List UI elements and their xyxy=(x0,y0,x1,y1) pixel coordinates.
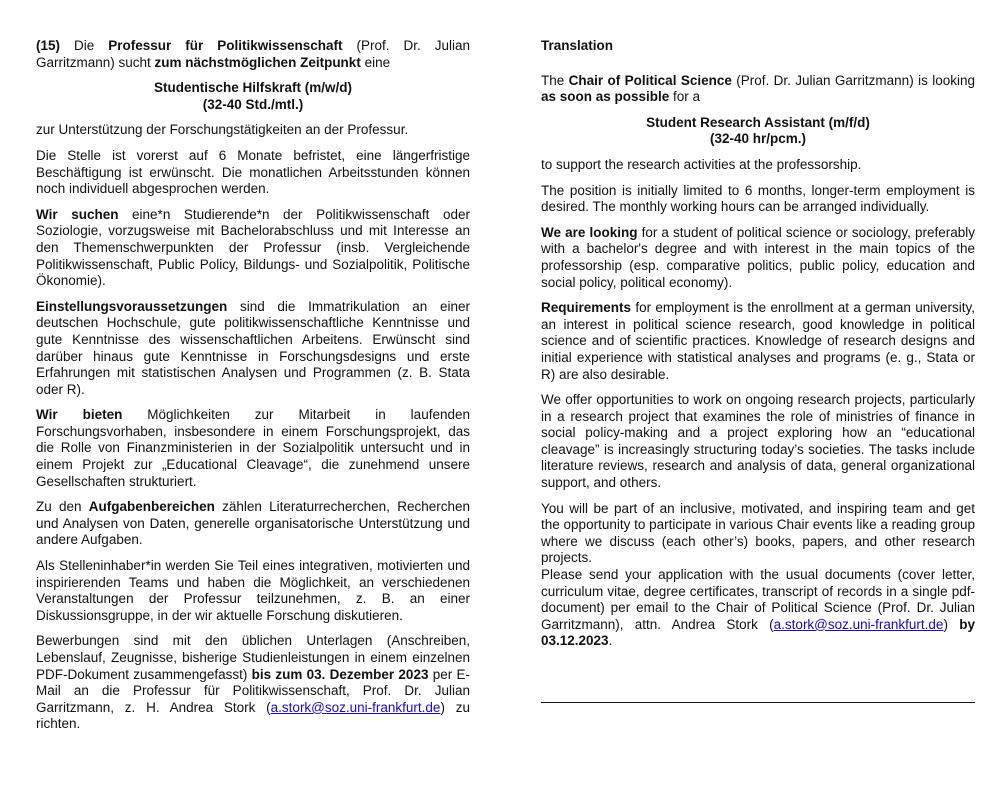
en-looking-text: for a student of political science or sociology, preferably with a bachelor's degree and with interest in the main topics of the professorship (esp. comparative politics, public policy, education and social policy, political economy). xyxy=(541,224,975,290)
en-requirements-text: for employment is the enrollment at a german university, an interest in political science research, good knowledge in political science and of scientific practices. Knowledge of research designs and initial experience with statistical analyses and programs (e. g., Stata or R) are also desirable. xyxy=(541,300,975,382)
en-team-paragraph: You will be part of an inclusive, motivated, and inspiring team and get the opportunity to participate in various Chair events like a reading group where we discuss (each other’s) books, papers, and other research projects. xyxy=(541,500,975,566)
de-looking-text: eine*n Studierende*n der Politikwissenschaft oder Soziologie, vorzugsweise mit Bachelorabschluss und mit Interesse an den Themenschwerpunkten der Professur (insb. Vergleichende Politikwissenschaft, Public Policy, Bildungs- und Sozialpolitik, Politische Ökonomie). xyxy=(36,206,470,289)
en-intro-chair: Chair of Political Science xyxy=(568,72,732,88)
de-requirements-label: Einstellungsvoraussetzungen xyxy=(36,298,228,314)
de-intro-asap: zum nächstmöglichen Zeitpunkt xyxy=(154,54,361,70)
german-column xyxy=(36,38,470,742)
de-job-heading xyxy=(36,80,470,113)
en-looking-paragraph xyxy=(541,225,975,291)
en-requirements-paragraph xyxy=(541,300,975,383)
de-application-text-3: ) zu richten. xyxy=(36,699,470,732)
en-application-deadline: by 03.12.2023 xyxy=(541,616,975,649)
de-requirements-text: sind die Immatrikulation an einer deutschen Hochschule, gute politikwissenschaftliche Kenntnisse und gute Kenntnisse des wissenschaftlichen Arbeitens. Erwünscht sind darüber hinaus gute Kenntnisse in Forschungsdesigns und erste Erfahrungen mit statistischen Analysen und Programmen (z. B. Stata oder R). xyxy=(36,298,470,397)
en-duration-paragraph: The position is initially limited to 6 months, longer-term employment is desired. The monthly working hours can be arranged individually. xyxy=(541,182,975,215)
de-intro-text-1: Die xyxy=(60,38,109,53)
de-purpose-paragraph: zur Unterstützung der Forschungstätigkeiten an der Professur. xyxy=(36,122,409,138)
en-intro-asap: as soon as possible xyxy=(541,89,670,105)
de-tasks-text-1: Zu den xyxy=(36,499,89,515)
de-intro-paragraph xyxy=(36,38,470,71)
en-job-hours: (32-40 hr/pcm.) xyxy=(709,131,807,147)
de-requirements-paragraph xyxy=(36,299,470,399)
de-tasks-label: Aufgabenbereichen xyxy=(88,499,215,515)
de-job-title: Studentische Hilfskraft (m/w/d) xyxy=(153,80,353,96)
en-application-text-3: . xyxy=(608,633,613,649)
de-team-paragraph: Als Stelleninhaber*in werden Sie Teil eines integrativen, motivierten und inspirierenden Teams und haben die Möglichkeit, an verschiedenen Veranstaltungen der Professur teilzunehmen, z. B. an einer Diskussionsgruppe, in der wir aktuelle Forschung diskutieren. xyxy=(36,558,470,623)
de-looking-paragraph xyxy=(36,207,470,290)
de-tasks-text-2: zählen Literaturrecherchen, Recherchen und Analysen von Daten, generelle organisatorische Unterstützung und andere Aufgaben. xyxy=(36,499,470,548)
english-column xyxy=(541,38,975,659)
de-intro-text-3: eine xyxy=(360,54,391,70)
en-looking-label: We are looking xyxy=(541,224,638,240)
en-offer-paragraph: We offer opportunities to work on ongoing research projects, particularly in a research project that examines the role of ministries of finance in social policy-making and a project exploring how an “educational cleavage” is increasingly structuring today’s societies. The tasks include literature reviews, research and analysis of data, general organizational support, and others. xyxy=(541,392,975,491)
de-intro-text-2: (Prof. Dr. Julian Garritzmann) sucht xyxy=(36,38,471,70)
de-application-text-2: per E-Mail an die Professur für Politikwissenschaft, Prof. Dr. Julian Garritzmann, z. H. Andrea Stork ( xyxy=(36,666,470,715)
de-offer-text: Möglichkeiten zur Mitarbeit in laufenden Forschungsvorhaben, insbesondere in einem Forschungsprojekt, das die Rolle von Finanzministerien in der Sozialpolitik untersucht und in einem Projekt zur „Educational Cleavage“, die zunehmend unsere Gesellschaften strukturiert. xyxy=(36,407,470,489)
de-posting-number: (15) xyxy=(36,38,61,53)
en-application-paragraph xyxy=(541,567,975,650)
de-email-link[interactable]: a.stork@soz.uni-frankfurt.de xyxy=(270,699,441,715)
de-looking-label: Wir suchen xyxy=(36,206,119,222)
de-application-paragraph xyxy=(36,633,470,733)
en-intro-text-2: (Prof. Dr. Julian Garritzmann) is looking xyxy=(731,72,975,88)
translation-title: Translation xyxy=(541,38,614,53)
de-application-text-1: Bewerbungen sind mit den üblichen Unterlagen (Anschreiben, Lebenslauf, Zeugnisse, bisherige Studienleistungen in einem einzelnen PDF-Dokument zusammengefasst) xyxy=(36,633,470,682)
en-email-link[interactable]: a.stork@soz.uni-frankfurt.de xyxy=(773,616,944,632)
en-purpose-paragraph: to support the research activities at the professorship. xyxy=(541,156,862,172)
en-intro-text-1: The xyxy=(541,72,569,88)
en-requirements-label: Requirements xyxy=(541,300,632,316)
en-job-title: Student Research Assistant (m/f/d) xyxy=(646,114,870,130)
de-duration-paragraph: Die Stelle ist vorerst auf 6 Monate befristet, eine längerfristige Beschäftigung ist erwünscht. Die monatlichen Arbeitsstunden können noch individuell abgesprochen werden. xyxy=(36,147,470,197)
de-tasks-paragraph xyxy=(36,499,470,549)
de-application-deadline: bis zum 03. Dezember 2023 xyxy=(251,666,429,682)
en-job-heading xyxy=(541,115,975,148)
closing-divider-line xyxy=(541,702,975,703)
de-job-hours: (32-40 Std./mtl.) xyxy=(202,96,304,112)
en-application-text-1: Please send your application with the usual documents (cover letter, curriculum vitae, degree certificates, transcript of records in a single pdf-document) per email to the Chair of Political Science (Prof. Dr. Julian Garritzmann), attn. Andrea Stork ( xyxy=(541,567,975,632)
de-intro-chair: Professur für Politikwissenschaft xyxy=(108,38,343,53)
en-intro-paragraph xyxy=(541,73,975,106)
de-offer-paragraph xyxy=(36,407,470,490)
en-application-text-2: ) xyxy=(943,616,960,632)
en-intro-text-3: for a xyxy=(669,89,701,105)
de-offer-label: Wir bieten xyxy=(36,407,123,423)
